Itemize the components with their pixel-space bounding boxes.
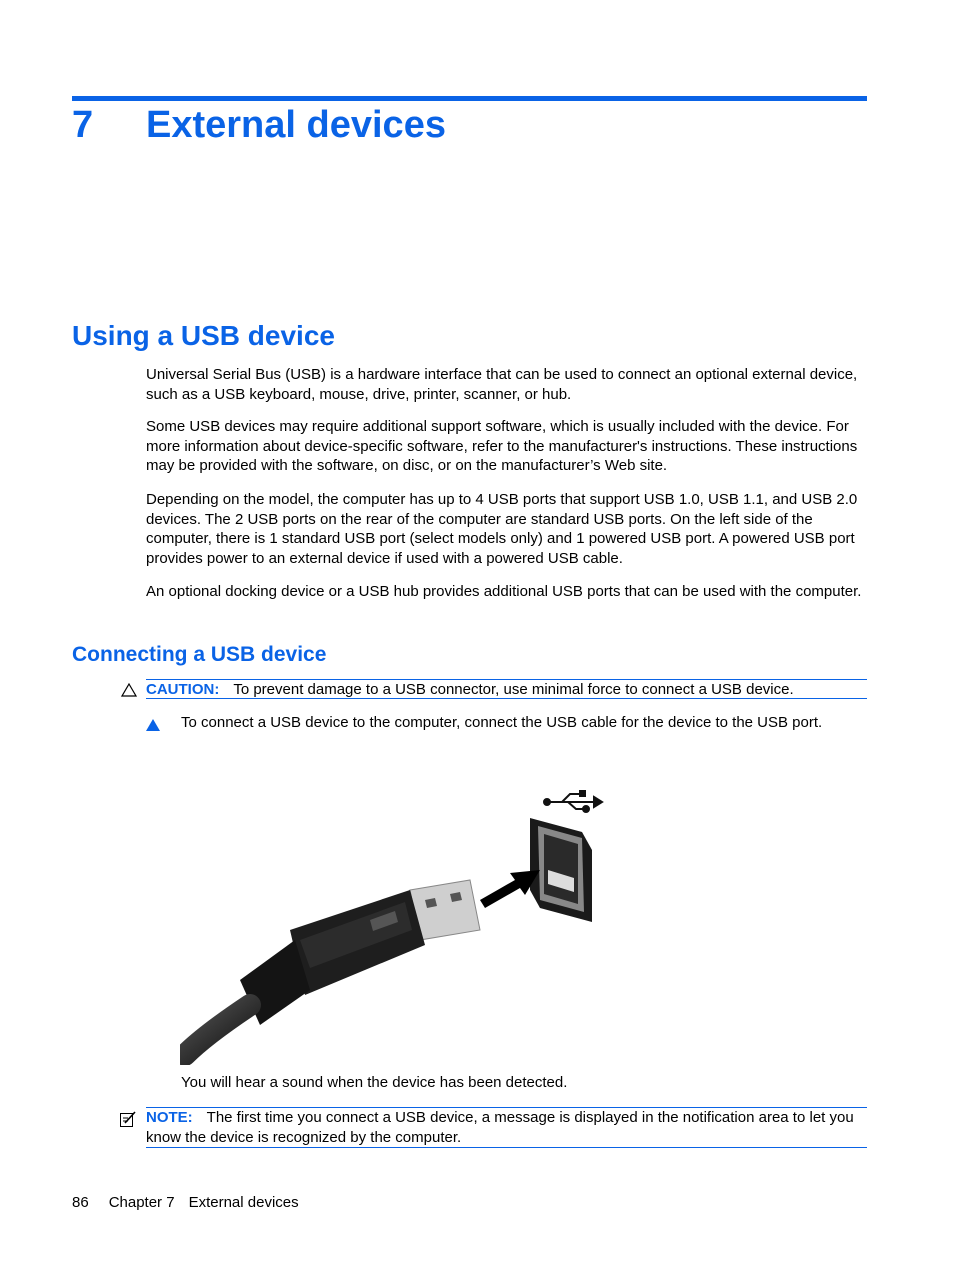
note-box [146,1107,867,1148]
note-label: NOTE: [146,1109,193,1126]
usb-port [530,818,592,922]
caution-triangle-icon [121,683,137,697]
page-footer [72,1193,299,1213]
chapter-title-text: External devices [146,104,446,146]
caution-box [146,679,867,699]
page-number: 86 [72,1194,89,1211]
paragraph-docking: An optional docking device or a USB hub provides additional USB ports that can be used with the computer. [146,583,862,600]
step-text: To connect a USB device to the computer, connect the USB cable for the device to the USB port. [181,714,823,731]
chapter-number: 7 [72,104,94,146]
chapter-title [72,101,446,149]
note-pencil-icon [119,1110,137,1128]
detected-text: You will hear a sound when the device has been detected. [181,1074,568,1091]
caution-label: CAUTION: [146,681,220,698]
usb-connection-illustration [180,780,610,1065]
usb-plug [185,880,480,1055]
paragraph-usb-intro: Universal Serial Bus (USB) is a hardware interface that can be used to connect an optional external device, such as a USB keyboard, mouse, drive, printer, scanner, or hub. [146,366,858,403]
step-triangle-icon [145,718,161,732]
subsection-heading: Connecting a USB device [72,643,327,666]
paragraph-usb-ports: Depending on the model, the computer has up to 4 USB ports that support USB 1.0, USB 1.1, and USB 2.0 devices. The 2 USB ports on the rear of the computer are standard USB ports. On the left side of the computer, there is 1 standard USB port (select models only) and 1 powered USB port. A powered USB port provides power to an external device if used with a powered USB cable. [146,491,858,567]
footer-title: External devices [188,1194,299,1211]
usb-symbol-icon [544,791,602,812]
section-heading: Using a USB device [72,320,335,351]
caution-text: To prevent damage to a USB connector, use minimal force to connect a USB device. [233,681,794,698]
paragraph-support-software: Some USB devices may require additional support software, which is usually included with the device. For more information about device-specific software, refer to the manufacturer's instructions. These instructions may be provided with the software, on disc, or on the manufacturer’s Web site. [146,418,858,474]
note-text: The first time you connect a USB device, a message is displayed in the notification area to let you know the device is recognized by the computer. [146,1109,854,1146]
footer-chapter: Chapter 7 [108,1194,175,1211]
